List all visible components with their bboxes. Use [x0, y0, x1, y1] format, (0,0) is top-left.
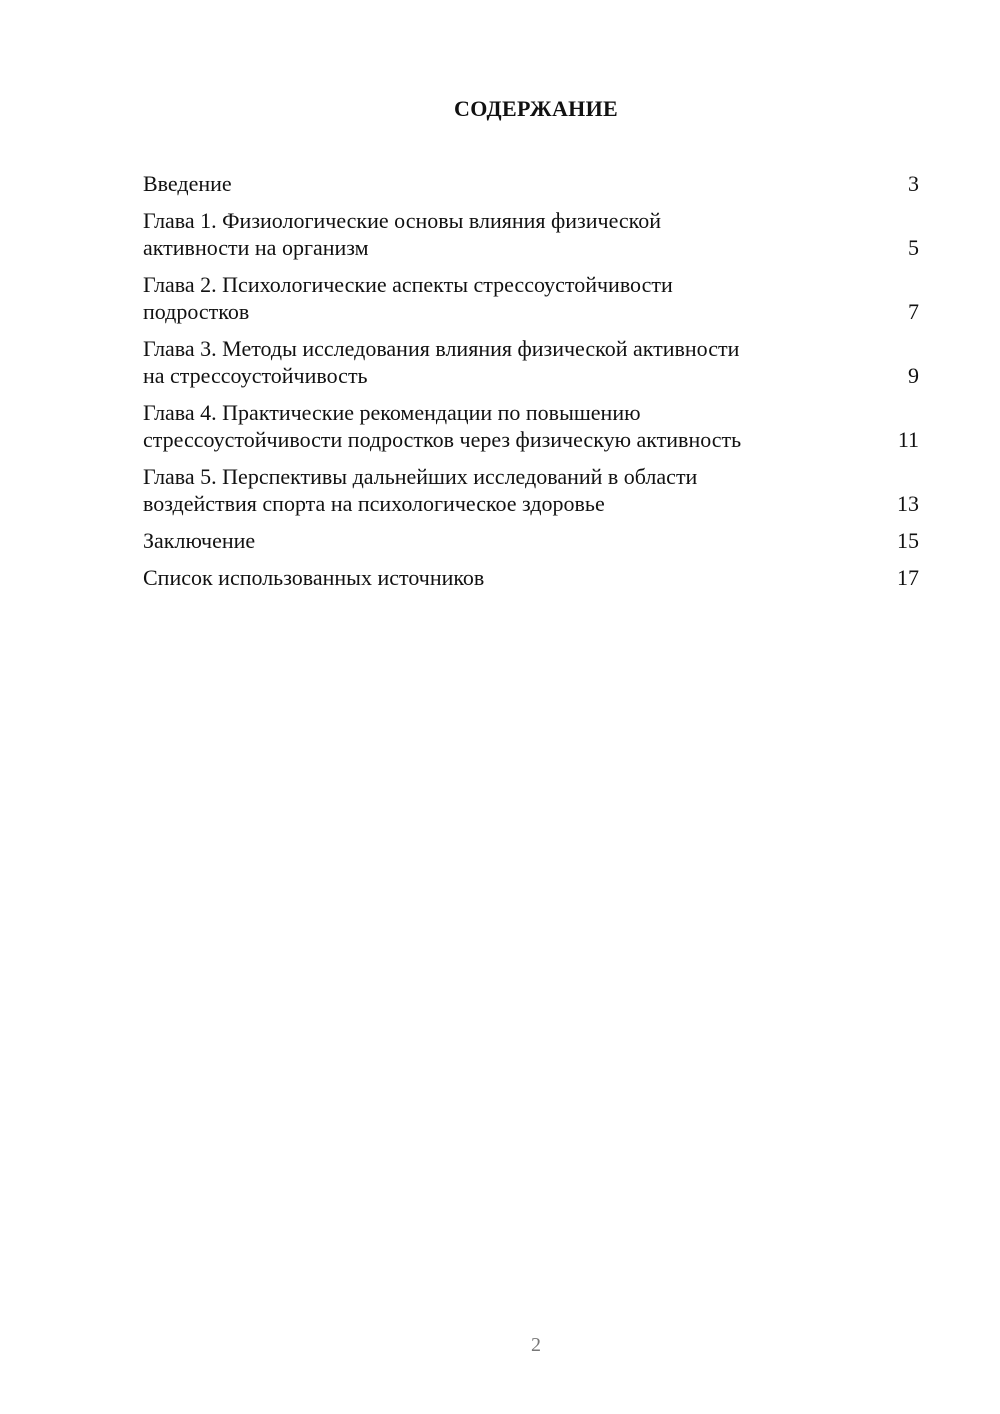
- toc-entry-chapter-5[interactable]: [143, 463, 919, 517]
- table-of-contents: [143, 170, 919, 601]
- toc-entry-page: 15: [897, 528, 919, 553]
- toc-entry-title: Глава 3. Методы исследования влияния физической активности на стрессоустойчивость: [143, 336, 740, 388]
- toc-entry-page: 5: [908, 235, 919, 260]
- toc-entry-page: 17: [897, 565, 919, 590]
- toc-entry-title: Список использованных источников: [143, 565, 485, 590]
- toc-entry-page: 3: [908, 171, 919, 196]
- toc-entry-references[interactable]: [143, 564, 919, 591]
- toc-entry-title: Глава 5. Перспективы дальнейших исследований в области воздействия спорта на психологическое здоровье: [143, 464, 698, 516]
- toc-entry-page: 7: [908, 299, 919, 324]
- toc-entry-chapter-4[interactable]: [143, 399, 919, 453]
- toc-entry-page: 9: [908, 363, 919, 388]
- toc-entry-page: 11: [897, 427, 919, 452]
- toc-entry-chapter-1[interactable]: [143, 207, 919, 261]
- toc-entry-page: 13: [897, 491, 919, 516]
- toc-entry-title: Глава 1. Физиологические основы влияния физической активности на организм: [143, 208, 662, 260]
- toc-entry-title: Глава 2. Психологические аспекты стрессоустойчивости подростков: [143, 272, 673, 324]
- toc-entry-title: Глава 4. Практические рекомендации по повышению стрессоустойчивости подростков через физическую активность: [143, 400, 742, 452]
- page-number: 2: [531, 1334, 541, 1356]
- toc-entry-chapter-3[interactable]: [143, 335, 919, 389]
- toc-entry-title: Заключение: [143, 528, 256, 553]
- toc-entry-chapter-2[interactable]: [143, 271, 919, 325]
- toc-entry-introduction[interactable]: [143, 170, 919, 197]
- toc-entry-conclusion[interactable]: [143, 527, 919, 554]
- toc-entry-title: Введение: [143, 171, 232, 196]
- page-title: СОДЕРЖАНИЕ: [454, 96, 618, 121]
